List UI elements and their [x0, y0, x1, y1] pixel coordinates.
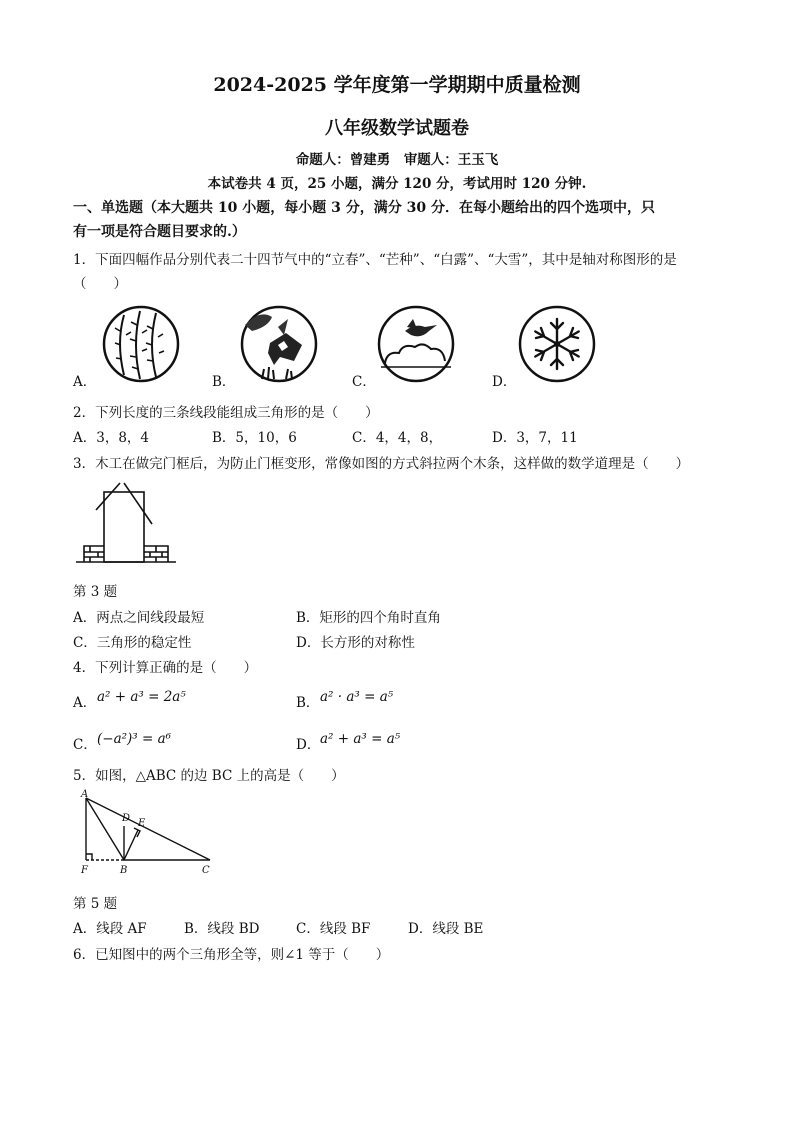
q5-point-a: A — [81, 789, 89, 800]
q1-image-c — [377, 305, 455, 383]
q3-option-c: C．三角形的稳定性 — [73, 635, 192, 651]
q3-caption: 第 3 题 — [73, 584, 118, 600]
exam-info: 本试卷共 4 页，25 小题，满分 120 分，考试用时 120 分钟. — [207, 176, 587, 192]
q2-option-a: A．3，8，4 — [73, 430, 150, 446]
q1-label-c: C． — [352, 374, 376, 390]
q5-point-c: C — [202, 865, 210, 876]
q4-expr-d: a² + a³ = a⁵ — [320, 731, 401, 747]
q5-caption: 第 5 题 — [73, 896, 118, 912]
authors-line: 命题人：曾建勇 审题人：王玉飞 — [295, 152, 499, 168]
q2-option-b: B．5，10，6 — [212, 430, 297, 446]
q1-image-d — [518, 305, 596, 383]
q5-option-b: B．线段 BD — [184, 921, 260, 937]
q4-label-d: D． — [296, 737, 321, 753]
q3-option-b: B．矩形的四个角时直角 — [296, 610, 441, 626]
q4-label-c: C． — [73, 737, 97, 753]
exam-subtitle: 八年级数学试题卷 — [325, 118, 469, 139]
q4-expr-a: a² + a³ = 2a⁵ — [97, 689, 186, 705]
q4-label-a: A． — [73, 695, 97, 711]
q5-stem: 5．如图，△ABC 的边 BC 上的高是（ ） — [73, 768, 345, 784]
section-heading-line2: 有一项是符合题目要求的.） — [73, 224, 246, 240]
q5-point-d: D — [122, 813, 131, 824]
q4-stem: 4．下列计算正确的是（ ） — [73, 660, 258, 676]
q1-stem-line1: 1．下面四幅作品分别代表二十四节气中的“立春”、“芒种”、“白露”、“大雪”，其中是轴对称图形的是 — [73, 252, 677, 268]
q5-point-f: F — [81, 865, 88, 876]
q2-option-c: C．4，4，8， — [352, 430, 443, 446]
q5-point-b: B — [120, 865, 128, 876]
q3-option-d: D．长方形的对称性 — [296, 635, 415, 651]
q5-option-c: C．线段 BF — [296, 921, 371, 937]
exam-title: 2024-2025 学年度第一学期期中质量检测 — [213, 74, 581, 96]
q1-image-a — [102, 305, 180, 383]
q1-image-b — [240, 305, 318, 383]
q4-expr-c: (−a²)³ = a⁶ — [97, 731, 172, 747]
q3-stem: 3．木工在做完门框后，为防止门框变形，常像如图的方式斜拉两个木条，这样做的数学道理是（ ） — [73, 456, 690, 472]
q5-option-a: A．线段 AF — [73, 921, 147, 937]
q4-label-b: B． — [296, 695, 320, 711]
q1-label-a: A． — [73, 374, 97, 390]
q6-stem: 6．已知图中的两个三角形全等，则∠1 等于（ ） — [73, 947, 390, 963]
q1-label-b: B． — [212, 374, 236, 390]
q2-stem: 2．下列长度的三条线段能组成三角形的是（ ） — [73, 405, 379, 421]
q1-stem-line2: （ ） — [73, 276, 127, 292]
q3-door-frame-figure — [76, 480, 176, 566]
q5-triangle-figure — [76, 790, 216, 880]
q5-point-e: E — [138, 818, 146, 829]
q5-option-d: D．线段 BE — [408, 921, 484, 937]
q3-option-a: A．两点之间线段最短 — [73, 610, 205, 626]
section-heading-line1: 一、单选题（本大题共 10 小题，每小题 3 分，满分 30 分．在每小题给出的四个选项中，只 — [73, 200, 655, 216]
q2-option-d: D．3，7，11 — [492, 430, 578, 446]
q4-expr-b: a² · a³ = a⁵ — [320, 689, 394, 705]
q1-label-d: D． — [492, 374, 517, 390]
